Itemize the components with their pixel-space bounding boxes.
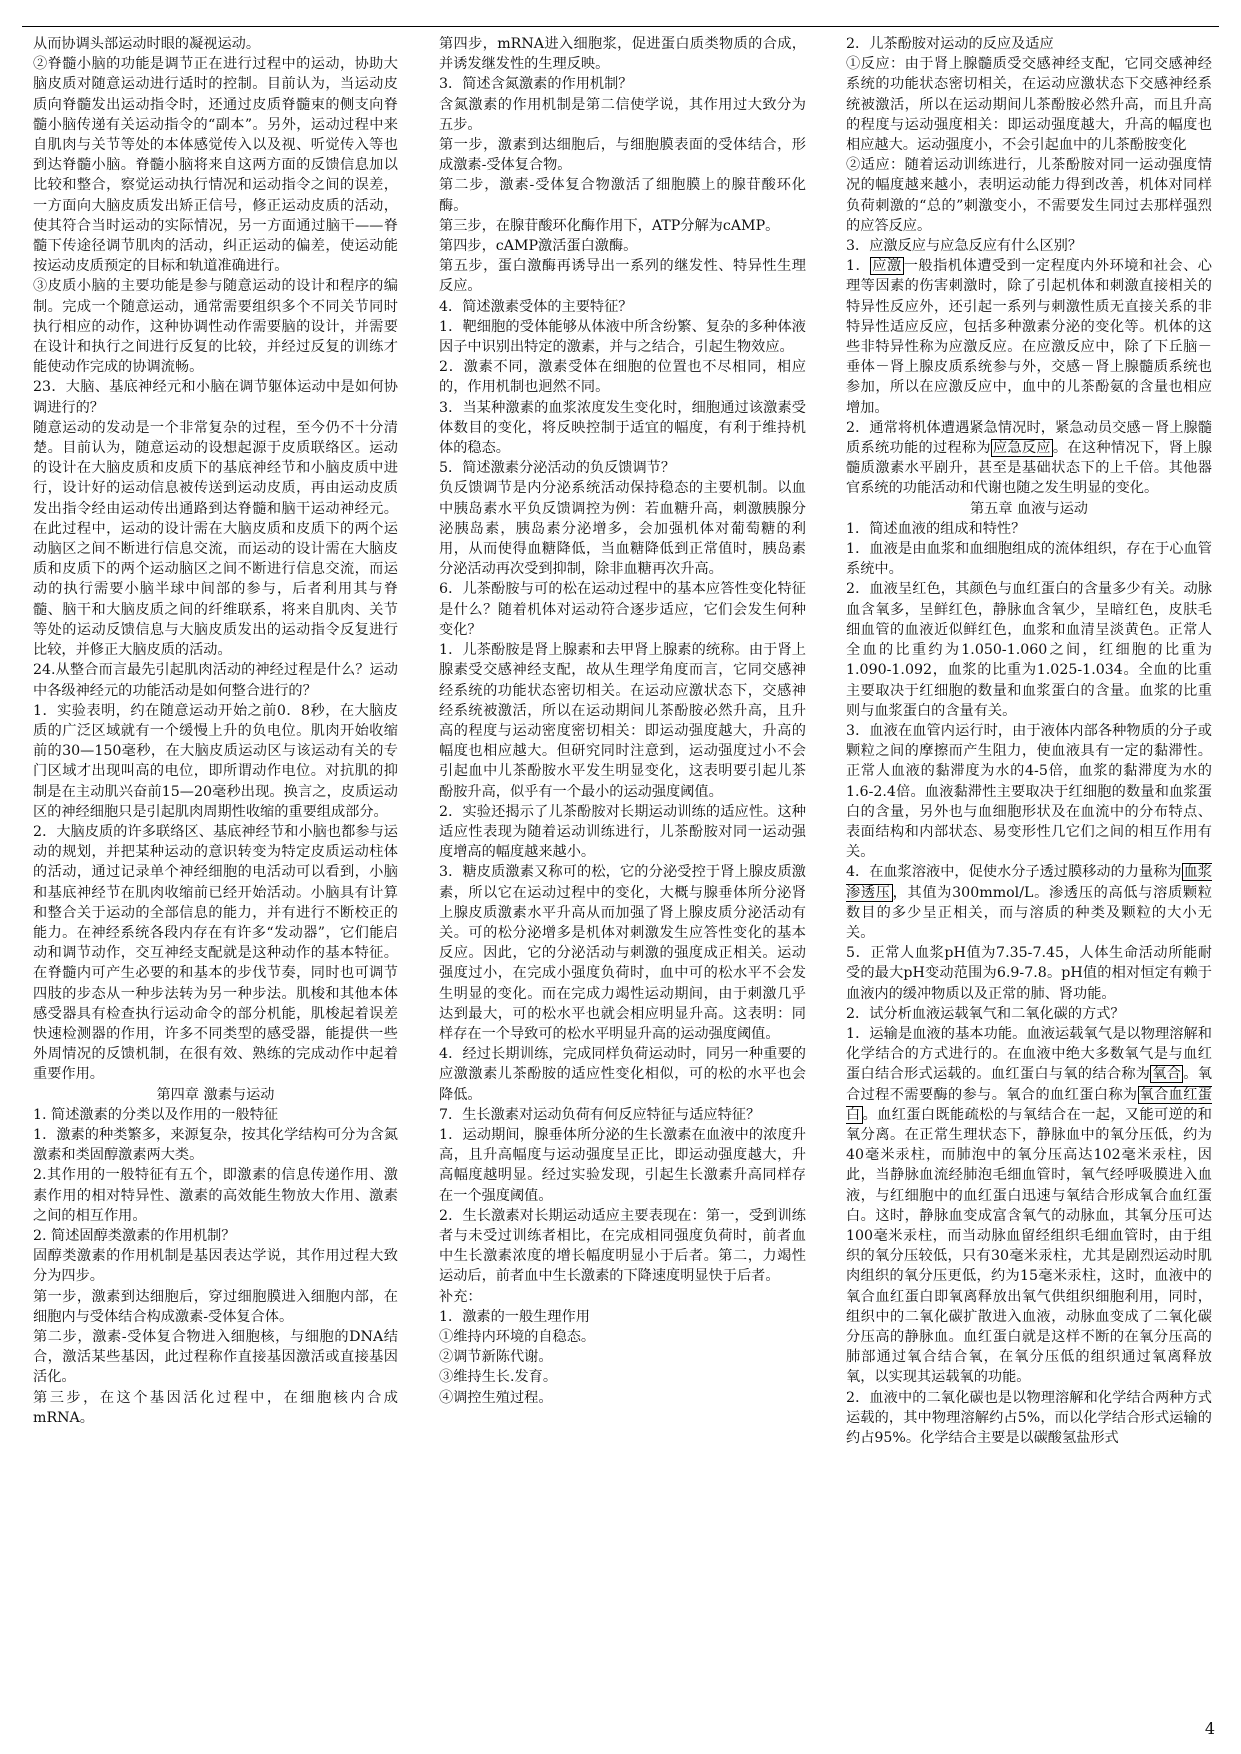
paragraph: ②脊髓小脑的功能是调节正在进行过程中的运动，协助大脑皮质对随意运动进行适时的控制。目前认为，当运动皮质向脊髓发出运动指令时，还通过皮质脊髓束的侧支向脊髓小脑传递有关运动指令的“副本”。另外，运动过程中来自肌肉与关节等处的本体感觉传入以及视、听觉传入等也到达脊髓小脑。脊髓小脑将来自这两方面的反馈信息加以比较和整合，察觉运动执行情况和运动指令之间的误差，一方面向大脑皮质发出矫正信号，修正运动皮质的活动，使其符合当时运动的实际情况，另一方面通过脑干——脊髓下传途径调节肌肉的活动，纠正运动的偏差，使运动能按运动皮质预定的目标和轨道准确进行。	[33, 56, 398, 275]
question-heading: 1. 简述激素的分类以及作用的一般特征	[33, 1106, 279, 1123]
paragraph: 2．大脑皮质的许多联络区、基底神经节和小脑也都参与运动的规划，并把某种运动的意识转变为特定皮质运动柱体的活动，通过记录单个神经细胞的电活动可以看到，小脑和基底神经节在肌肉收缩前已经开始活动。小脑具有计算和整合关于运动的全部信息的能力，并有进行不断校正的能力。在神经系统各段内存在有许多“发动器”，它们能启动和调节动作，交互神经支配就是这种动作的基本特征。在脊髓内可产生必要的和基本的步伐节奏，同时也可调节四肢的步态从一种步法转为另一种步法。肌梭和其他本体感受器具有检查执行运动命令的部分机能，肌梭起着误差快速检测器的作用，许多不同类型的感受器，能提供一些外周情况的反馈机制，在很有效、熟练的完成动作中起着重要作用。	[33, 823, 398, 1083]
paragraph: 2.其作用的一般特征有五个，即激素的信息传递作用、激素作用的相对特异性、激素的高效能生物放大作用、激素之间的相互作用。	[33, 1167, 398, 1224]
chapter-title: 第五章 血液与运动	[969, 500, 1088, 517]
supplement-label: 补充：	[439, 1288, 482, 1305]
question-heading: 23．大脑、基底神经元和小脑在调节躯体运动中是如何协调进行的？	[33, 379, 398, 416]
question-heading: 3．应激反应与应急反应有什么区别？	[846, 238, 1083, 255]
paragraph: 含氮激素的作用机制是第二信使学说，其作用过大致分为五步。	[439, 96, 806, 133]
paragraph: 2．血液中的二氧化碳也是以物理溶解和化学结合两种方式运载的，其中物理溶解约占5%，而以化学结合形式运输的约占95%。化学结合主要是以碳酸氢盐形式	[846, 1389, 1212, 1447]
paragraph: 随意运动的发动是一个非常复杂的过程，至今仍不十分清楚。目前认为，随意运动的设想起源于皮质联络区。运动的设计在大脑皮质和皮质下的基底神经节和小脑皮质中进行，设计好的运动信息被传送到运动皮质，再由运动皮质发出指令经由运动传出通路到达脊髓和脑干运动神经元。在此过程中，运动的设计需在大脑皮质和皮质下的两个运动脑区之间不断进行信息交流，而运动的设计需在大脑皮质和皮质下的两个运动脑区之间不断进行信息交流，而运动的执行需要小脑半球中间部的参与，后者利用其与脊髓、脑干和大脑皮质之间的纤维联系，将来自肌肉、关节等处的运动反馈信息与大脑皮质发出的运动指令反复进行比较，并修正大脑皮质的活动。	[33, 419, 398, 659]
paragraph	[846, 418, 1212, 499]
paragraph: 从而协调头部运动时眼的凝视运动。	[33, 36, 261, 52]
paragraph	[846, 862, 1212, 943]
question-heading: 1．简述血液的组成和特性？	[846, 520, 1026, 537]
column-right	[846, 34, 1212, 1729]
paragraph: 第二步，激素-受体复合物进入细胞核，与细胞的DNA结合，激活某些基因，此过程称作直接基因激活或直接基因活化。	[33, 1329, 398, 1386]
paragraph: 第四步，mRNA进入细胞浆，促进蛋白质类物质的合成，并诱发继发性的生理反映。	[439, 36, 806, 73]
paragraph: 1．血液是由血浆和血细胞组成的流体组织，存在于心血管系统中。	[846, 541, 1212, 578]
paragraph: 2．血液呈红色，其颜色与血红蛋白的含量多少有关。动脉血含氧多，呈鲜红色，静脉血含氧少，呈暗红色，皮肤毛细血管的血液近似鲜红色，血浆和血清呈淡黄色。正常人全血的比重约为1.050-1.060之间，红细胞的比重为1.090-1.092，血浆的比重为1.025-1.034。全血的比重主要取决于红细胞的数量和血浆蛋白的含量。血浆的比重则与血浆蛋白的含量有关。	[846, 581, 1212, 719]
text: 一般指机体遭受到一定程度内外环境和社会、心理等因素的伤害刺激时，除了引起机体和刺激直接相关的特异性反应外，还引起一系列与刺激性质无直接关系的非特异性适应反应，包括多种激素分泌的变化等。机体的这些非特异性称为应激反应。在应激反应中，除了下丘脑－垂体－肾上腺皮质系统参与外，交感－肾上腺髓质系统也参加，所以在应激反应中，血中的儿茶酚氨的含量也相应增加。	[846, 258, 1212, 416]
question-heading: 5．简述激素分泌活动的负反馈调节？	[439, 460, 676, 477]
paragraph: 1．实验表明，约在随意运动开始之前0．8秒，在大脑皮质的广泛区域就有一个缓慢上升的负电位。肌肉开始收缩前的30—150毫秒，在大脑皮质运动区与该运动有关的专门区域才出现叫高的电位，即所谓动作电位。对抗肌的抑制是在主动肌兴奋前15—20毫秒出现。换言之，皮质运动区的神经细胞只是引起肌肉周期性收缩的重要组成部分。	[33, 702, 398, 820]
paragraph: 4．经过长期训练，完成同样负荷运动时，同另一种重要的应激激素儿茶酚胺的适应性变化相似，可的松的水平也会降低。	[439, 1046, 806, 1103]
paragraph: 3．血液在血管内运行时，由于液体内部各种物质的分子或颗粒之间的摩擦而产生阻力，使血液具有一定的黏滞性。正常人血液的黏滞度为水的4-5倍，血浆的黏滞度为水的1.6-2.4倍。血液黏滞性主要取决于红细胞的数量和血浆蛋白的含量，另外也与血细胞形状及在血流中的分布特点、表面结构和内部状态、易变形性几它们之间的相互作用有关。	[846, 722, 1212, 861]
question-heading: 2．试分析血液运载氧气和二氧化碳的方式？	[846, 1005, 1125, 1022]
boxed-term: 氧合血红蛋白	[846, 1086, 1212, 1123]
question-heading: 7．生长激素对运动负荷有何反应特征与适应特征？	[439, 1106, 761, 1123]
text: 2．通常将机体遭遇紧急情况时，紧急动员交感－肾上腺髓质系统功能的过程称为	[846, 419, 1212, 457]
paragraph: 第一步，激素到达细胞后，穿过细胞膜进入细胞内部，在细胞内与受体结合构成激素-受体复合体。	[33, 1288, 398, 1325]
list-item: ②调节新陈代谢。	[439, 1349, 553, 1366]
text: 。血红蛋白既能疏松的与氧结合在一起，又能可逆的和氧分离。在正常生理状态下，静脉血中的氧分压低，约为40毫米汞柱，而肺泡中的氧分压高达102毫米汞柱，因此，当静脉血流经肺泡毛细血管时，氧气经呼吸膜进入血液，与红细胞中的血红蛋白迅速与氧结合形成氧合血红蛋白。这时，静脉血变成富含氧气的动脉血，其氧分压可达100毫米汞柱，而当动脉血留经组织毛细血管时，由于组织的氧分压较低，只有30毫米汞柱，尤其是剧烈运动时肌肉组织的氧分压更低，约为15毫米汞柱，这时，血液中的氧合血红蛋白即氧离释放出氧气供组织细胞利用，同时，组织中的二氧化碳扩散进入血液，动脉血变成了二氧化碳分压高的静脉血。血红蛋白就是这样不断的在氧分压高的肺部通过氧合结合氧，在氧分压低的组织通过氧离释放氧，以实现其运载氧的功能。	[846, 1106, 1212, 1386]
paragraph: 第三步，在这个基因活化过程中，在细胞核内合成mRNA。	[33, 1389, 398, 1426]
text: 。氧合过程不需要酶的参与。氧合的血红蛋白称为	[846, 1066, 1212, 1103]
paragraph: 负反馈调节是内分泌系统活动保持稳态的主要机制。以血中胰岛素水平负反馈调控为例：若血糖升高，刺激胰腺分泌胰岛素，胰岛素分泌增多，会加强机体对葡萄糖的利用，从而使得血糖降低，当血糖降低到正常值时，胰岛素分泌活动再次受到抑制，除非血糖再次升高。	[439, 480, 806, 578]
paragraph: 1．靶细胞的受体能够从体液中所含纷繁、复杂的多种体液因子中识别出特定的激素，并与之结合，引起生物效应。	[439, 318, 806, 356]
question-heading: 2．儿茶酚胺对运动的反应及适应	[846, 36, 1054, 52]
text: 。在这种情况下，肾上腺髓质激素水平剧升，甚至是基础状态下的上千倍。其他器官系统的功能活动和代谢也随之发生明显的变化。	[846, 440, 1212, 497]
text: 4．在血浆溶液中，促使水分子透过膜移动的力量称为	[846, 864, 1182, 881]
paragraph: 3．糖皮质激素又称可的松，它的分泌受控于肾上腺皮质激素，所以它在运动过程中的变化，大概与腺垂体所分泌肾上腺皮质激素水平升高从而加强了肾上腺皮质分泌活动有关。可的松分泌增多是机体对刺激发生应答性变化的基本反应。因此，它的分泌活动与刺激的强度成正相关。运动强度过小，在完成小强度负荷时，血中可的松水平不会发生明显的变化。而在完成力竭性运动期间，由于刺激几乎达到最大，可的松水平也就会相应明显升高。这表明：同样存在一个导致可的松水平明显升高的运动强度阈值。	[439, 864, 806, 1042]
text: 1．运输是血液的基本功能。血液运载氧气是以物理溶解和化学结合的方式进行的。在血液中绝大多数氧气是与血红蛋白结合形式运载的。血红蛋白与氧的结合称为	[846, 1025, 1212, 1083]
paragraph: 第五步，蛋白激酶再诱导出一系列的继发性、特异性生理反应。	[439, 258, 806, 295]
question-heading: 1．激素的一般生理作用	[439, 1308, 590, 1325]
boxed-term: 血浆渗透压	[846, 864, 1212, 901]
question-heading: 3．简述含氮激素的作用机制？	[439, 76, 633, 93]
paragraph: 1．运动期间，腺垂体所分泌的生长激素在血液中的浓度升高，且升高幅度与运动强度呈正比，即运动强度越大，升高幅度越明显。经过实验发现，引起生长激素升高同样存在一个强度阈值。	[439, 1126, 806, 1204]
paragraph: ③皮质小脑的主要功能是参与随意运动的设计和程序的编制。完成一个随意运动，通常需要组织多个不同关节同时执行相应的动作，这种协调性动作需要脑的设计，并需要在设计和执行之间进行反复的比较，并经过反复的训练才能使动作完成的协调流畅。	[33, 278, 398, 376]
paragraph	[846, 1024, 1212, 1388]
list-item: ①维持内环境的自稳态。	[439, 1329, 596, 1345]
boxed-term: 应急反应	[992, 440, 1051, 457]
boxed-term: 应激	[872, 258, 902, 275]
paragraph: 第四步，cAMP激活蛋白激酶。	[439, 238, 638, 255]
text: ，其值为300mmol/L。渗透压的高低与溶质颗粒数目的多少呈正相关，而与溶质的种类及颗粒的大小无关。	[846, 884, 1212, 941]
paragraph: ②适应：随着运动训练进行，儿茶酚胺对同一运动强度情况的幅度越来越小，表明运动能力得到改善，机体对同样负荷刺激的“总的”刺激变小，不需要发生同过去那样强烈的应答反应。	[846, 157, 1212, 234]
chapter-title: 第四章 激素与运动	[156, 1086, 275, 1103]
paragraph: 2．实验还揭示了儿茶酚胺对长期运动训练的适应性。这种适应性表现为随着运动训练进行，儿茶酚胺对同一运动强度增高的幅度越来越小。	[439, 803, 806, 861]
question-heading: 24.从整合而言最先引起肌肉活动的神经过程是什么？运动中各级神经元的功能活动是如何整合进行的？	[33, 662, 398, 699]
paragraph: 第一步，激素到达细胞后，与细胞膜表面的受体结合，形成激素-受体复合物。	[439, 137, 806, 174]
paragraph: 1．儿茶酚胺是肾上腺素和去甲肾上腺素的统称。由于肾上腺素受交感神经支配，故从生理学角度而言，它同交感神经系统的功能状态密切相关。在运动应激状态下，交感神经系统被激活，所以在运动期间儿茶酚胺必然升高，且升高的程度与运动密度密切相关：即运动强度越大，升高的幅度也相应越大。但研究同时注意到，运动强度过小不会引起血中儿茶酚胺水平发生明显变化，这表明要引起儿茶酚胺升高，似乎有一个最小的运动强度阈值。	[439, 642, 806, 800]
page-number: 4	[1204, 1719, 1215, 1738]
boxed-term: 氧合	[1152, 1066, 1182, 1083]
column-left	[33, 34, 398, 1729]
paragraph: 固醇类激素的作用机制是基因表达学说，其作用过程大致分为四步。	[33, 1248, 398, 1285]
paragraph	[846, 256, 1212, 418]
paragraph: 5．正常人血浆pH值为7.35-7.45，人体生命活动所能耐受的最大pH变动范围为6.9-7.8。pH值的相对恒定有赖于血液内的缓冲物质以及正常的肺、肾功能。	[846, 945, 1212, 1002]
paragraph: ①反应：由于肾上腺髓质受交感神经支配，它同交感神经系统的功能状态密切相关，在运动应激状态下交感神经系统被激活，所以在运动期间儿茶酚胺必然升高，而且升高的程度与运动强度相关：即运动强度越大，升高的幅度也相应越大。运动强度小，不会引起血中的儿茶酚胺变化	[846, 56, 1212, 154]
paragraph: 3．当某种激素的血浆浓度发生变化时，细胞通过该激素受体数目的变化，将反映控制于适宜的幅度，有利于维持机体的稳态。	[439, 399, 806, 457]
paragraph: 第三步，在腺苷酸环化酶作用下，ATP分解为cAMP。	[439, 217, 780, 234]
paragraph: 1．激素的种类繁多，来源复杂，按其化学结构可分为含氮激素和类固醇激素两大类。	[33, 1126, 398, 1164]
header-rule	[22, 26, 1219, 27]
list-item: ③维持生长.发育。	[439, 1369, 558, 1386]
text: 1．	[846, 258, 871, 275]
question-heading: 4．简述激素受体的主要特征？	[439, 298, 633, 315]
paragraph: 第二步，激素-受体复合物激活了细胞膜上的腺苷酸环化酶。	[439, 177, 806, 214]
paragraph: 2．生长激素对长期运动适应主要表现在：第一，受到训练者与未受过训练者相比，在完成相同强度负荷时，前者血中生长激素浓度的增长幅度明显小于后者。第二，力竭性运动后，前者血中生长激素的下降速度明显快于后者。	[439, 1207, 806, 1285]
question-heading: 6．儿茶酚胺与可的松在运动过程中的基本应答性变化特征是什么？随着机体对运动符合逐步适应，它们会发生何种变化？	[439, 581, 806, 638]
paragraph: 2．激素不同，激素受体在细胞的位置也不尽相同，相应的，作用机制也迥然不同。	[439, 359, 806, 396]
list-item: ④调控生殖过程。	[439, 1389, 553, 1406]
question-heading: 2. 简述固醇类激素的作用机制？	[33, 1227, 236, 1244]
column-middle	[439, 34, 806, 1729]
